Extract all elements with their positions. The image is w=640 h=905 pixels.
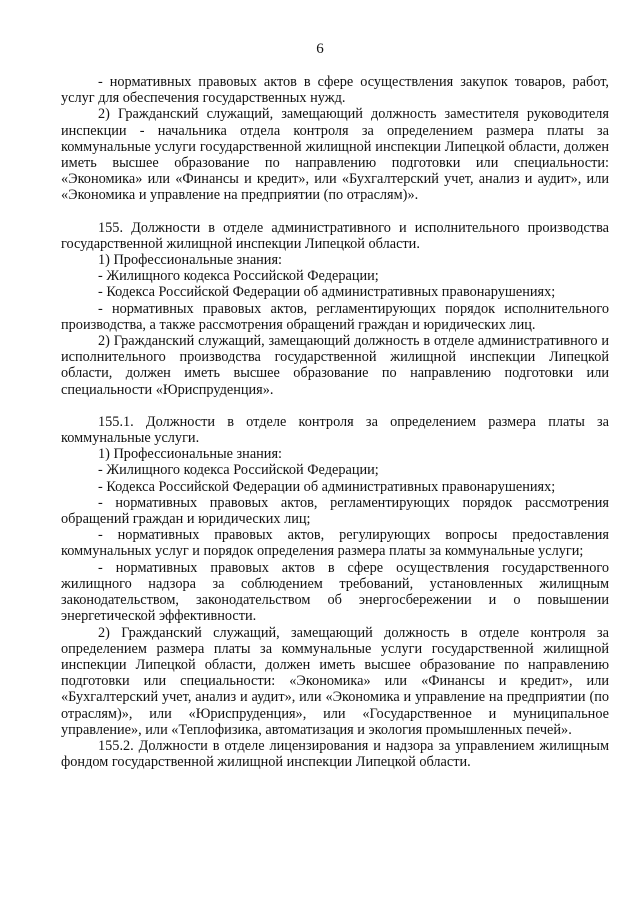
paragraph: 1) Профессиональные знания: <box>98 252 283 269</box>
paragraph: - нормативных правовых актов, регламентирующих порядок рассмотрения обращений граждан и юридических лиц; <box>61 494 609 528</box>
paragraph: - нормативных правовых актов, регламентирующих порядок исполнительного производства, а также рассмотрения обращений граждан и юридических лиц. <box>61 300 609 333</box>
paragraph: - нормативных правовых актов в сфере осуществления государственного жилищного надзора за соблюдением требований, установленных жилищным законодательством, законодательством об энергосбережении и о повышении энергетической эффективности. <box>61 559 609 625</box>
section-heading-155-1: 155.1. Должности в отделе контроля за определением размера платы за коммунальные услуги. <box>61 413 609 447</box>
paragraph: - нормативных правовых актов в сфере осуществления закупок товаров, работ, услуг для обеспечения государственных нужд. <box>61 74 609 107</box>
section-heading-155: 155. Должности в отделе административного и исполнительного производства государственной жилищной инспекции Липецкой области. <box>61 219 609 252</box>
paragraph: - Кодекса Российской Федерации об административных правонарушениях; <box>98 284 556 301</box>
paragraph: - нормативных правовых актов, регулирующих вопросы предоставления коммунальных услуг и порядок определения размера платы за коммунальные услуги; <box>61 527 609 560</box>
paragraph: 2) Гражданский служащий, замещающий должность заместителя руководителя инспекции - начальника отдела контроля за определением размера платы за коммунальные услуги государственной жилищной инспекции Липецкой области, должен иметь высшее образование по направлению подготовки или специальности: «Экономика» или «Финансы и кредит», или «Бухгалтерский учет, анализ и аудит», или «Экономика и управление на предприятии (по отраслям)». <box>61 106 609 204</box>
paragraph: 2) Гражданский служащий, замещающий должность в отделе контроля за определением размера платы за коммунальные услуги государственной жилищной инспекции Липецкой области, должен иметь высшее образование по направлению подготовки или специальности: «Экономика» или «Финансы и кредит», или «Бухгалтерский учет, анализ и аудит», или «Экономика и управление на предприятии (по отраслям)», или «Юриспруденция», или «Государственное и муниципальное управление», или «Теплофизика, автоматизация и экология промышленных печей». <box>61 624 609 738</box>
paragraph: - Кодекса Российской Федерации об административных правонарушениях; <box>98 478 556 495</box>
paragraph: - Жилищного кодекса Российской Федерации; <box>98 462 379 479</box>
document-body <box>61 74 609 770</box>
page-number: 6 <box>316 41 324 57</box>
section-heading-155-2: 155.2. Должности в отделе лицензирования и надзора за управлением жилищным фондом государственной жилищной инспекции Липецкой области. <box>61 737 609 771</box>
paragraph: - Жилищного кодекса Российской Федерации; <box>98 268 379 285</box>
paragraph: 2) Гражданский служащий, замещающий должность в отделе административного и исполнительного производства государственной жилищной инспекции Липецкой области, должен иметь высшее образование по направлению подготовки или специальности «Юриспруденция». <box>61 333 609 398</box>
paragraph: 1) Профессиональные знания: <box>98 446 283 463</box>
